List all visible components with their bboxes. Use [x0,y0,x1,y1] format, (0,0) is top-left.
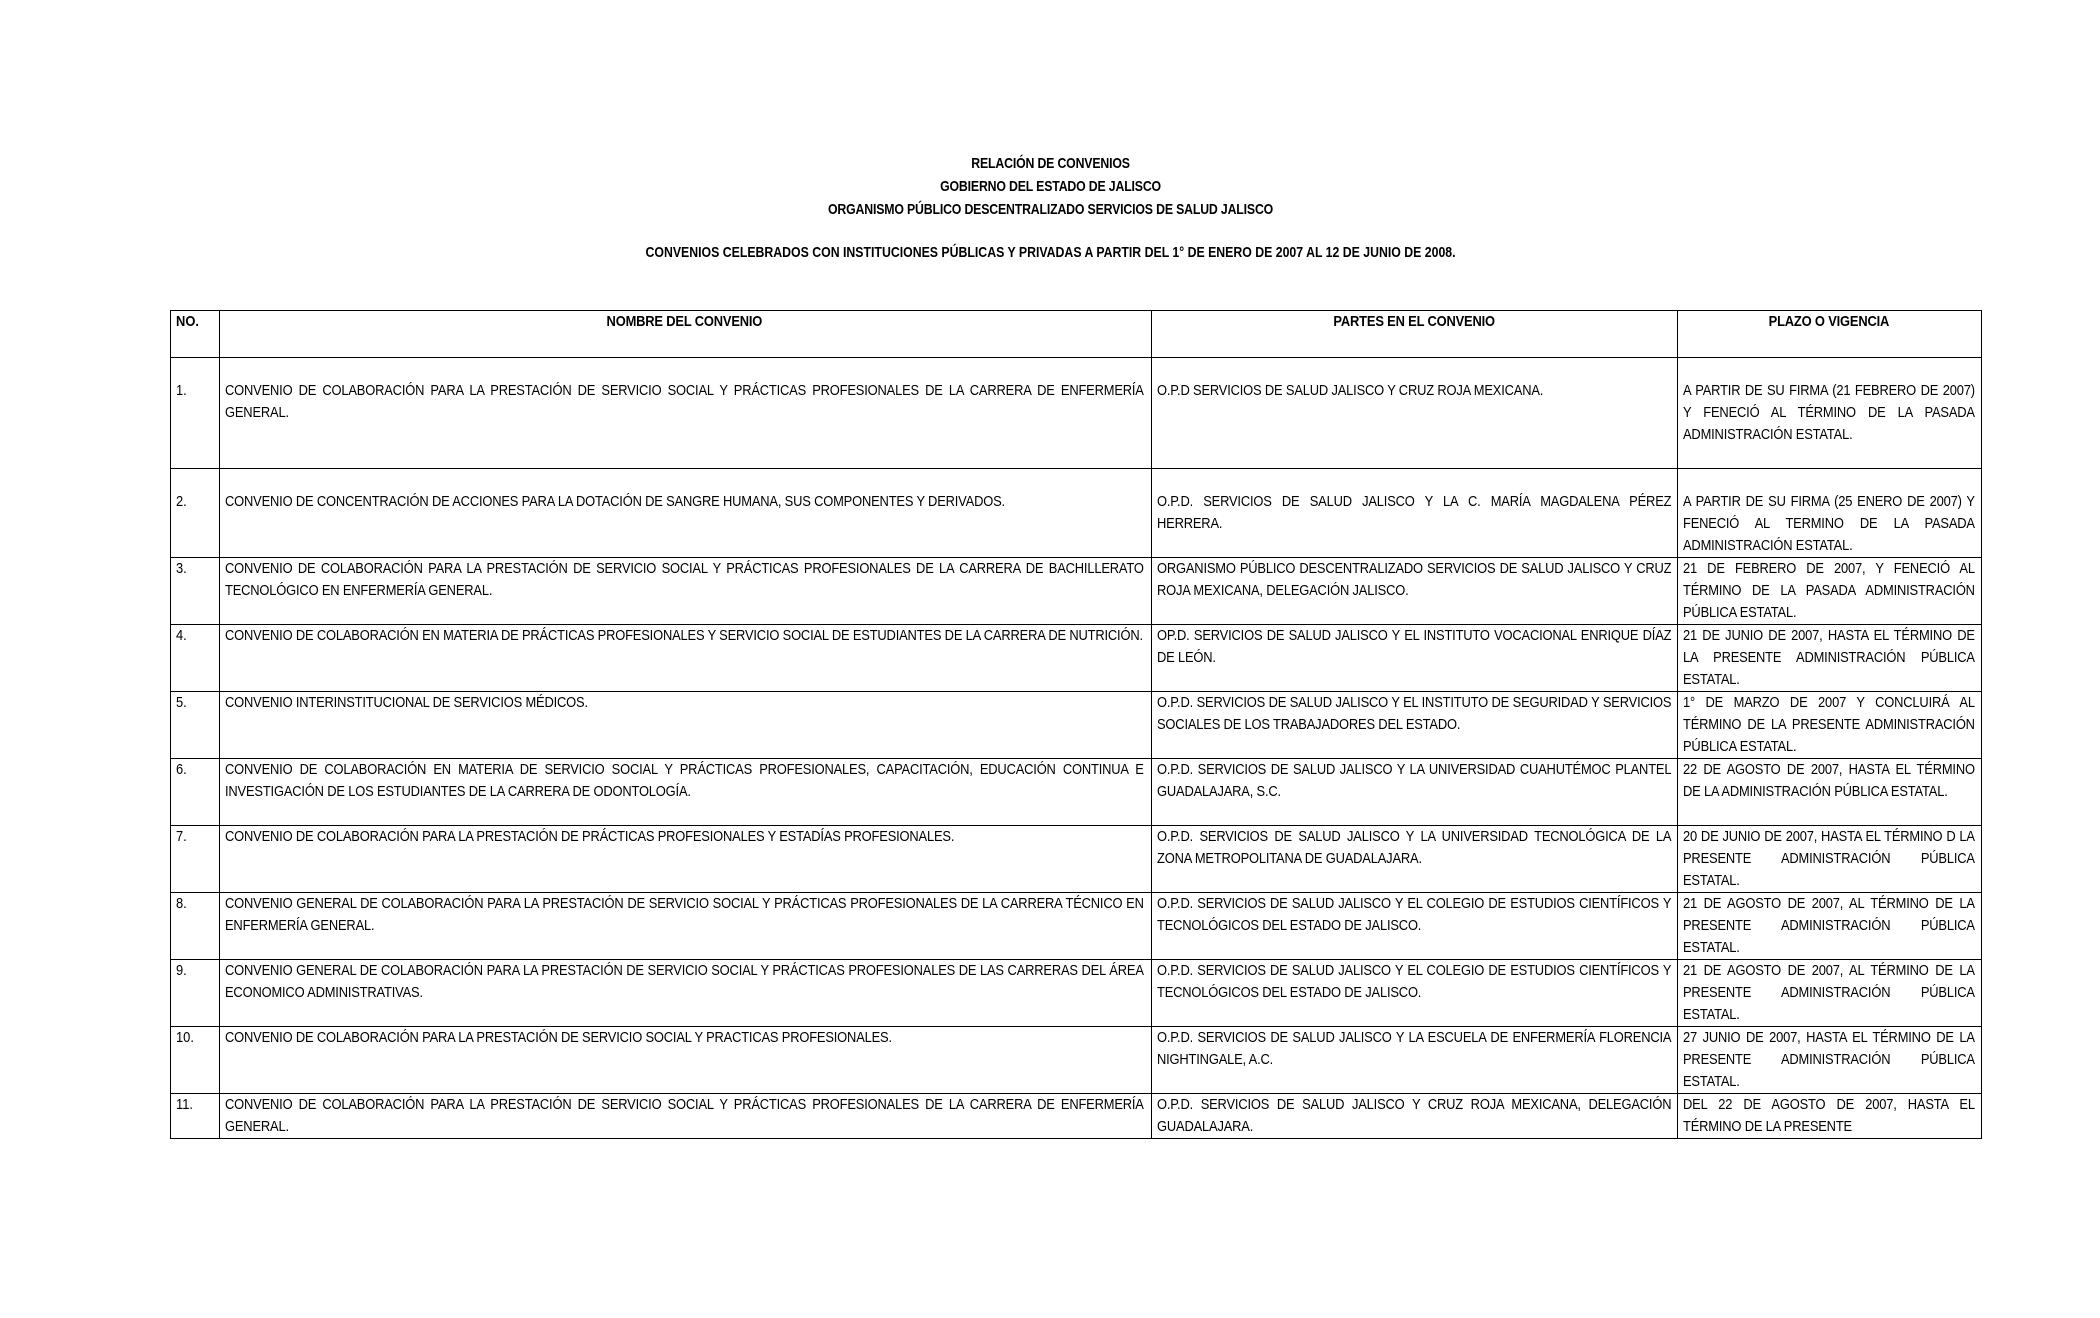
cell-no: 2. [171,469,220,558]
cell-parts: ORGANISMO PÚBLICO DESCENTRALIZADO SERVICIOS DE SALUD JALISCO Y CRUZ ROJA MEXICANA, DELEGACIÓN JALISCO. [1151,558,1678,625]
heading-line-2: GOBIERNO DEL ESTADO DE JALISCO [940,178,1161,195]
cell-parts: O.P.D. SERVICIOS DE SALUD JALISCO Y EL COLEGIO DE ESTUDIOS CIENTÍFICOS Y TECNOLÓGICOS DEL ESTADO DE JALISCO. [1151,893,1678,960]
cell-name: CONVENIO DE COLABORACIÓN PARA LA PRESTACIÓN DE SERVICIO SOCIAL Y PRÁCTICAS PROFESIONALES DE LA CARRERA DE BACHILLERATO TECNOLÓGICO EN ENFERMERÍA GENERAL. [219,558,1151,625]
cell-plazo: 1° DE MARZO DE 2007 Y CONCLUIRÁ AL TÉRMINO DE LA PRESENTE ADMINISTRACIÓN PÚBLICA ESTATAL. [1678,692,1982,759]
table-header-row [171,311,1982,358]
cell-parts: OP.D. SERVICIOS DE SALUD JALISCO Y EL INSTITUTO VOCACIONAL ENRIQUE DÍAZ DE LEÓN. [1151,625,1678,692]
table-row [171,469,1982,558]
cell-plazo: DEL 22 DE AGOSTO DE 2007, HASTA EL TÉRMINO DE LA PRESENTE [1678,1094,1982,1139]
cell-plazo: 21 DE AGOSTO DE 2007, AL TÉRMINO DE LA PRESENTE ADMINISTRACIÓN PÚBLICA ESTATAL. [1678,960,1982,1027]
cell-name: CONVENIO GENERAL DE COLABORACIÓN PARA LA PRESTACIÓN DE SERVICIO SOCIAL Y PRÁCTICAS PROFESIONALES DE LA CARRERA TÉCNICO EN ENFERMERÍA GENERAL. [219,893,1151,960]
table-row [171,692,1982,759]
cell-no: 8. [171,893,220,960]
document-heading [190,152,1912,221]
cell-plazo: 21 DE FEBRERO DE 2007, Y FENECIÓ AL TÉRMINO DE LA PASADA ADMINISTRACIÓN PÚBLICA ESTATAL. [1678,558,1982,625]
column-header-plazo: PLAZO O VIGENCIA [1678,311,1982,358]
cell-name: CONVENIO GENERAL DE COLABORACIÓN PARA LA PRESTACIÓN DE SERVICIO SOCIAL Y PRÁCTICAS PROFESIONALES DE LAS CARRERAS DEL ÁREA ECONOMICO ADMINISTRATIVAS. [219,960,1151,1027]
cell-plazo: 20 DE JUNIO DE 2007, HASTA EL TÉRMINO D LA PRESENTE ADMINISTRACIÓN PÚBLICA ESTATAL. [1678,826,1982,893]
column-header-name: NOMBRE DEL CONVENIO [219,311,1151,358]
cell-parts: O.P.D. SERVICIOS DE SALUD JALISCO Y EL COLEGIO DE ESTUDIOS CIENTÍFICOS Y TECNOLÓGICOS DEL ESTADO DE JALISCO. [1151,960,1678,1027]
cell-no: 6. [171,759,220,826]
cell-parts: O.P.D. SERVICIOS DE SALUD JALISCO Y LA UNIVERSIDAD CUAHUTÉMOC PLANTEL GUADALAJARA, S.C. [1151,759,1678,826]
cell-no: 9. [171,960,220,1027]
heading-line-1: RELACIÓN DE CONVENIOS [971,155,1130,172]
cell-no: 4. [171,625,220,692]
cell-parts: O.P.D. SERVICIOS DE SALUD JALISCO Y CRUZ ROJA MEXICANA, DELEGACIÓN GUADALAJARA. [1151,1094,1678,1139]
table-row [171,826,1982,893]
cell-no: 1. [171,358,220,469]
cell-no: 3. [171,558,220,625]
cell-plazo: 21 DE JUNIO DE 2007, HASTA EL TÉRMINO DE LA PRESENTE ADMINISTRACIÓN PÚBLICA ESTATAL. [1678,625,1982,692]
cell-name: CONVENIO DE COLABORACIÓN PARA LA PRESTACIÓN DE SERVICIO SOCIAL Y PRÁCTICAS PROFESIONALES DE LA CARRERA DE ENFERMERÍA GENERAL. [219,1094,1151,1139]
cell-plazo: 21 DE AGOSTO DE 2007, AL TÉRMINO DE LA PRESENTE ADMINISTRACIÓN PÚBLICA ESTATAL. [1678,893,1982,960]
table-row [171,960,1982,1027]
heading-line-3: ORGANISMO PÚBLICO DESCENTRALIZADO SERVICIOS DE SALUD JALISCO [827,201,1274,218]
table-row [171,625,1982,692]
cell-parts: O.P.D. SERVICIOS DE SALUD JALISCO Y LA C. MARÍA MAGDALENA PÉREZ HERRERA. [1151,469,1678,558]
cell-parts: O.P.D. SERVICIOS DE SALUD JALISCO Y LA ESCUELA DE ENFERMERÍA FLORENCIA NIGHTINGALE, A.C. [1151,1027,1678,1094]
cell-name: CONVENIO DE COLABORACIÓN PARA LA PRESTACIÓN DE SERVICIO SOCIAL Y PRÁCTICAS PROFESIONALES DE LA CARRERA DE ENFERMERÍA GENERAL. [219,358,1151,469]
cell-name: CONVENIO DE COLABORACIÓN PARA LA PRESTACIÓN DE SERVICIO SOCIAL Y PRACTICAS PROFESIONALES. [219,1027,1151,1094]
cell-name: CONVENIO DE COLABORACIÓN EN MATERIA DE SERVICIO SOCIAL Y PRÁCTICAS PROFESIONALES, CAPACITACIÓN, EDUCACIÓN CONTINUA E INVESTIGACIÓN DE LOS ESTUDIANTES DE LA CARRERA DE ODONTOLOGÍA. [219,759,1151,826]
cell-plazo: A PARTIR DE SU FIRMA (25 ENERO DE 2007) Y FENECIÓ AL TERMINO DE LA PASADA ADMINISTRACIÓN ESTATAL. [1678,469,1982,558]
cell-no: 7. [171,826,220,893]
table-row [171,558,1982,625]
convenios-table [170,310,1982,1139]
cell-plazo: 27 JUNIO DE 2007, HASTA EL TÉRMINO DE LA PRESENTE ADMINISTRACIÓN PÚBLICA ESTATAL. [1678,1027,1982,1094]
document-subtitle: CONVENIOS CELEBRADOS CON INSTITUCIONES PÚBLICAS Y PRIVADAS A PARTIR DEL 1° DE ENERO DE 2007 AL 12 DE JUNIO DE 2008. [645,244,1456,261]
cell-name: CONVENIO DE COLABORACIÓN EN MATERIA DE PRÁCTICAS PROFESIONALES Y SERVICIO SOCIAL DE ESTUDIANTES DE LA CARRERA DE NUTRICIÓN. [219,625,1151,692]
cell-parts: O.P.D. SERVICIOS DE SALUD JALISCO Y LA UNIVERSIDAD TECNOLÓGICA DE LA ZONA METROPOLITANA DE GUADALAJARA. [1151,826,1678,893]
cell-plazo: A PARTIR DE SU FIRMA (21 FEBRERO DE 2007) Y FENECIÓ AL TÉRMINO DE LA PASADA ADMINISTRACIÓN ESTATAL. [1678,358,1982,469]
cell-parts: O.P.D SERVICIOS DE SALUD JALISCO Y CRUZ ROJA MEXICANA. [1151,358,1678,469]
table-row [171,358,1982,469]
table-row [171,1027,1982,1094]
cell-plazo: 22 DE AGOSTO DE 2007, HASTA EL TÉRMINO DE LA ADMINISTRACIÓN PÚBLICA ESTATAL. [1678,759,1982,826]
cell-parts: O.P.D. SERVICIOS DE SALUD JALISCO Y EL INSTITUTO DE SEGURIDAD Y SERVICIOS SOCIALES DE LOS TRABAJADORES DEL ESTADO. [1151,692,1678,759]
cell-no: 5. [171,692,220,759]
cell-name: CONVENIO DE COLABORACIÓN PARA LA PRESTACIÓN DE PRÁCTICAS PROFESIONALES Y ESTADÍAS PROFESIONALES. [219,826,1151,893]
cell-name: CONVENIO DE CONCENTRACIÓN DE ACCIONES PARA LA DOTACIÓN DE SANGRE HUMANA, SUS COMPONENTES Y DERIVADOS. [219,469,1151,558]
table-row [171,1094,1982,1139]
table-row [171,759,1982,826]
column-header-parts: PARTES EN EL CONVENIO [1151,311,1678,358]
table-row [171,893,1982,960]
cell-no: 10. [171,1027,220,1094]
column-header-no: NO. [171,311,220,358]
cell-name: CONVENIO INTERINSTITUCIONAL DE SERVICIOS MÉDICOS. [219,692,1151,759]
cell-no: 11. [171,1094,220,1139]
